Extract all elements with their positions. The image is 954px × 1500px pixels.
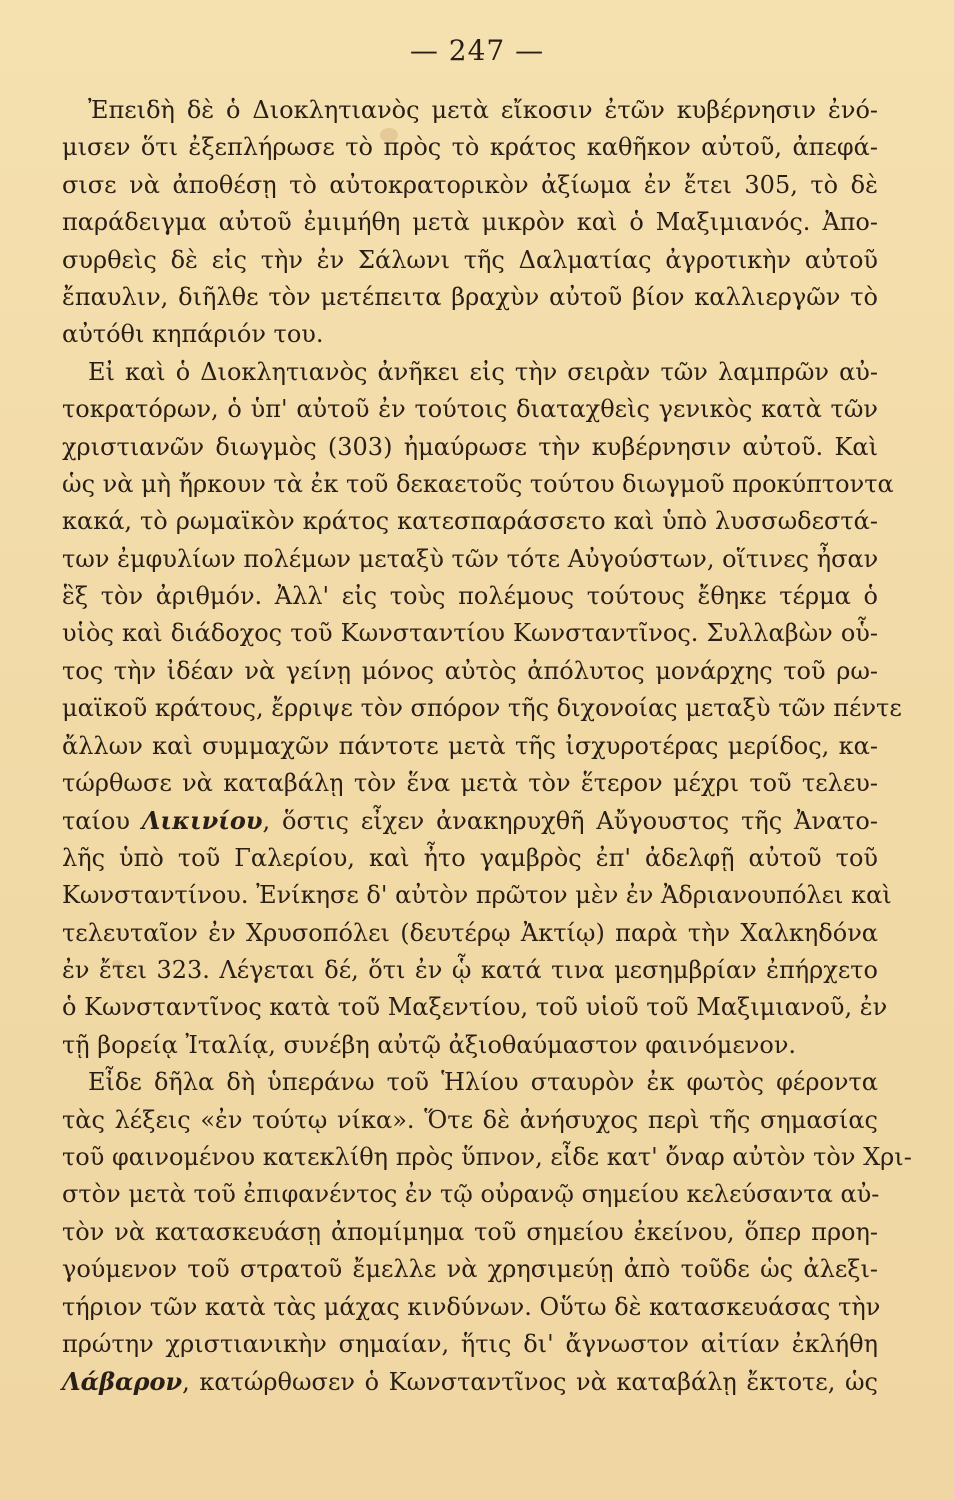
text-line: λῆς ὑπὸ τοῦ Γαλερίου, καὶ ἦτο γαμβρὸς ἐπ' ἀδελφῇ αὐτοῦ τοῦ xyxy=(62,843,878,872)
text-line: ὁ Κωνσταντῖνος κατὰ τοῦ Μαξεντίου, τοῦ υἱοῦ τοῦ Μαξιμιανοῦ, ἐν xyxy=(62,993,888,1022)
text-line: υἱὸς καὶ διάδοχος τοῦ Κωνσταντίου Κωνσταντῖνος. Συλλαβὼν οὗ- xyxy=(62,619,878,648)
page-number-header: — 247 — xyxy=(409,34,545,67)
text-line: ἓξ τὸν ἀριθμόν. Ἀλλ' εἰς τοὺς πολέμους τούτους ἔθηκε τέρμα ὁ xyxy=(62,582,878,611)
text-line: συρθεὶς δὲ εἰς τὴν ἐν Σάλωνι τῆς Δαλματίας ἀγροτικὴν αὐτοῦ xyxy=(62,245,878,274)
text-line: Ἐπειδὴ δὲ ὁ Διοκλητιανὸς μετὰ εἴκοσιν ἐτῶν κυβέρνησιν ἐνό- xyxy=(88,96,878,124)
text-line: τήριον τῶν κατὰ τὰς μάχας κινδύνων. Οὕτω δὲ κατασκευάσας τὴν xyxy=(62,1292,881,1321)
emphasized-name: Λάβαρον xyxy=(62,1367,183,1397)
emphasized-name: Λικινίου xyxy=(141,806,263,836)
text-line: μαϊκοῦ κράτους, ἔρριψε τὸν σπόρον τῆς διχονοίας μεταξὺ τῶν πέντε xyxy=(62,694,902,723)
text-line: αὐτόθι κηπάριόν του. xyxy=(62,320,324,349)
text-line: Λάβαρον, κατώρθωσεν ὁ Κωνσταντῖνος νὰ καταβάλῃ ἔκτοτε, ὡς xyxy=(62,1367,878,1397)
body-text xyxy=(62,92,912,1401)
text-line: Εἶδε δῆλα δὴ ὑπεράνω τοῦ Ἡλίου σταυρὸν ἐκ φωτὸς φέροντα xyxy=(88,1068,878,1097)
text-line: κακά, τὸ ρωμαϊκὸν κράτος κατεσπαράσσετο καὶ ὑπὸ λυσσωδεστά- xyxy=(62,507,878,536)
text-line: Εἰ καὶ ὁ Διοκλητιανὸς ἀνῆκει εἰς τὴν σειρὰν τῶν λαμπρῶν αὐ- xyxy=(88,357,878,386)
text-line: τοκρατόρων, ὁ ὑπ' αὐτοῦ ἐν τούτοις διαταχθεὶς γενικὸς κατὰ τῶν xyxy=(62,395,878,424)
text-line: ἐν ἔτει 323. Λέγεται δέ, ὅτι ἐν ᾧ κατά τινα μεσημβρίαν ἐπήρχετο xyxy=(62,955,878,984)
text-line: ἔπαυλιν, διῆλθε τὸν μετέπειτα βραχὺν αὐτοῦ βίον καλλιεργῶν τὸ xyxy=(62,282,878,311)
text-line: τος τὴν ἰδέαν νὰ γείνῃ μόνος αὐτὸς ἀπόλυτος μονάρχης τοῦ ρω- xyxy=(62,656,878,685)
text-line: τελευταῖον ἐν Χρυσοπόλει (δευτέρῳ Ἀκτίῳ) παρὰ τὴν Χαλκηδόνα xyxy=(62,918,878,947)
text-line: των ἐμφυλίων πολέμων μεταξὺ τῶν τότε Αὐγούστων, οἵτινες ἦσαν xyxy=(62,544,879,573)
text-line: χριστιανῶν διωγμὸς (303) ἠμαύρωσε τὴν κυβέρνησιν αὐτοῦ. Καὶ xyxy=(62,432,878,461)
text-line: πρώτην χριστιανικὴν σημαίαν, ἥτις δι' ἄγνωστον αἰτίαν ἐκλήθη xyxy=(62,1329,878,1358)
text-line: ἄλλων καὶ συμμαχῶν πάντοτε μετὰ τῆς ἰσχυροτέρας μερίδος, κα- xyxy=(62,731,878,760)
text-line: τοῦ φαινομένου κατεκλίθη πρὸς ὕπνον, εἶδε κατ' ὄναρ αὐτὸν τὸν Χρι- xyxy=(62,1142,912,1171)
text-line: σισε νὰ ἀποθέσῃ τὸ αὐτοκρατορικὸν ἀξίωμα ἐν ἔτει 305, τὸ δὲ xyxy=(62,170,878,199)
text-line: Κωνσταντίνου. Ἐνίκησε δ' αὐτὸν πρῶτον μὲν ἐν Ἀδριανουπόλει καὶ xyxy=(62,881,892,910)
text-line: στὸν μετὰ τοῦ ἐπιφανέντος ἐν τῷ οὐρανῷ σημείου κελεύσαντα αὐ- xyxy=(62,1180,880,1209)
text-line: ὡς νὰ μὴ ἤρκουν τὰ ἐκ τοῦ δεκαετοῦς τούτου διωγμοῦ προκύπτοντα xyxy=(62,469,894,498)
text-line: μισεν ὅτι ἐξεπλήρωσε τὸ πρὸς τὸ κράτος καθῆκον αὐτοῦ, ἀπεφά- xyxy=(62,133,878,162)
text-line: ταίου Λικινίου, ὅστις εἶχεν ἀνακηρυχθῆ Αὔγουστος τῆς Ἀνατο- xyxy=(62,806,878,836)
text-line: τὸν νὰ κατασκευάσῃ ἀπομίμημα τοῦ σημείου ἐκείνου, ὅπερ προη- xyxy=(62,1217,878,1246)
text-line: τῇ βορείᾳ Ἰταλίᾳ, συνέβη αὐτῷ ἀξιοθαύμαστον φαινόμενον. xyxy=(62,1030,797,1059)
text-line: τὰς λέξεις «ἐν τούτῳ νίκα». Ὅτε δὲ ἀνήσυχος περὶ τῆς σημασίας xyxy=(62,1105,878,1134)
text-line: τώρθωσε νὰ καταβάλῃ τὸν ἕνα μετὰ τὸν ἕτερον μέχρι τοῦ τελευ- xyxy=(62,769,878,798)
text-line: παράδειγμα αὐτοῦ ἐμιμήθη μετὰ μικρὸν καὶ ὁ Μαξιμιανός. Ἀπο- xyxy=(62,208,878,237)
text-line: γούμενον τοῦ στρατοῦ ἔμελλε νὰ χρησιμεύῃ ἀπὸ τοῦδε ὡς ἀλεξι- xyxy=(62,1255,878,1284)
